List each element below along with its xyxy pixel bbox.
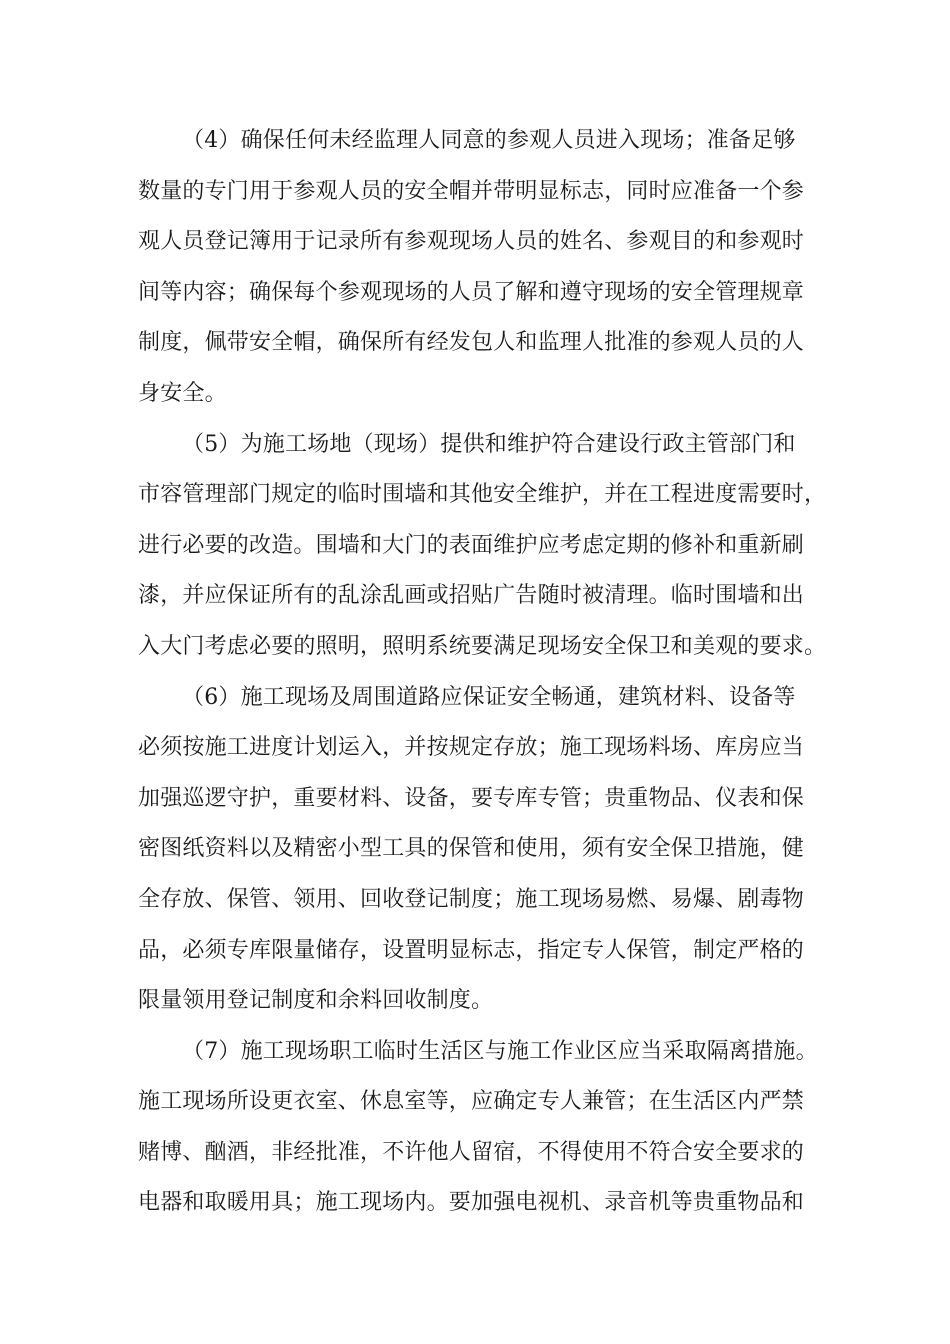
paragraph-4-line-4: 间等内容；确保每个参观现场的人员了解和遵守现场的安全管理规章 — [138, 279, 805, 305]
paragraph-7-line-1: （7）施工现场职工临时生活区与施工作业区应当采取隔离措施。 — [182, 1038, 818, 1064]
paragraph-4-line-6: 身安全。 — [138, 380, 227, 406]
paragraph-6-line-5: 全存放、保管、领用、回收登记制度；施工现场易燃、易爆、剧毒物 — [138, 886, 805, 912]
paragraph-7-line-2: 施工现场所设更衣室、休息室等，应确定专人兼管；在生活区内严禁 — [138, 1089, 805, 1115]
paragraph-5-line-5: 入大门考虑必要的照明，照明系统要满足现场安全保卫和美观的要求。 — [138, 633, 827, 659]
paragraph-6-line-6: 品，必须专库限量储存，设置明显标志，指定专人保管，制定严格的 — [138, 937, 805, 963]
paragraph-7-line-3: 赌博、酗酒，非经批准，不许他人留宿，不得使用不符合安全要求的 — [138, 1139, 805, 1165]
paragraph-5-line-1: （5）为施工场地（现场）提供和维护符合建设行政主管部门和 — [182, 431, 796, 457]
paragraph-4-line-2: 数量的专门用于参观人员的安全帽并带明显标志，同时应准备一个参 — [138, 178, 805, 204]
paragraph-4-line-3: 观人员登记簿用于记录所有参观现场人员的姓名、参观目的和参观时 — [138, 229, 805, 255]
paragraph-4-line-5: 制度，佩带安全帽，确保所有经发包人和监理人批准的参观人员的人 — [138, 330, 805, 356]
paragraph-6-line-2: 必须按施工进度计划运入，并按规定存放；施工现场料场、库房应当 — [138, 735, 805, 761]
paragraph-6-line-3: 加强巡逻守护，重要材料、设备，要专库专管；贵重物品、仪表和保 — [138, 785, 805, 811]
paragraph-6-line-4: 密图纸资料以及精密小型工具的保管和使用，须有安全保卫措施，健 — [138, 836, 805, 862]
paragraph-6-line-1: （6）施工现场及周围道路应保证安全畅通，建筑材料、设备等 — [182, 684, 796, 710]
paragraph-5-line-2: 市容管理部门规定的临时围墙和其他安全维护，并在工程进度需要时， — [138, 482, 827, 508]
paragraph-6-line-7: 限量领用登记制度和余料回收制度。 — [138, 988, 494, 1014]
paragraph-5-line-3: 进行必要的改造。围墙和大门的表面维护应考虑定期的修补和重新刷 — [138, 532, 805, 558]
paragraph-7-line-4: 电器和取暖用具；施工现场内。要加强电视机、录音机等贵重物品和 — [138, 1190, 805, 1216]
document-body — [138, 116, 828, 1229]
paragraph-4-line-1: （4）确保任何未经监理人同意的参观人员进入现场；准备足够 — [182, 128, 796, 153]
paragraph-5-line-4: 漆，并应保证所有的乱涂乱画或招贴广告随时被清理。临时围墙和出 — [138, 583, 805, 609]
